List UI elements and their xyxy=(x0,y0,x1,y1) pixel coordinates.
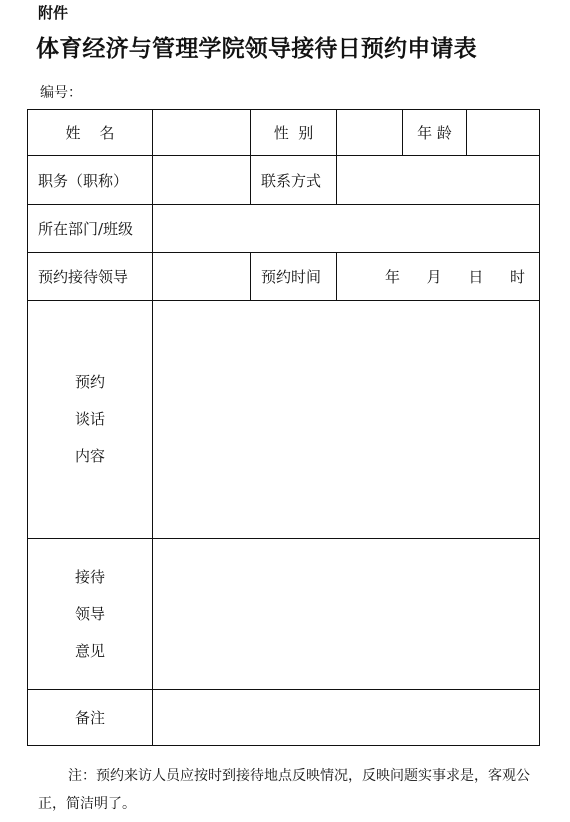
time-field[interactable] xyxy=(337,253,540,301)
remarks-label: 备注 xyxy=(28,690,153,746)
appointment-form-table xyxy=(27,109,540,746)
page-title: 体育经济与管理学院领导接待日预约申请表 xyxy=(36,35,477,62)
opinion-label-line-1: 接待 xyxy=(74,567,105,586)
name-field[interactable] xyxy=(153,110,251,156)
row-content xyxy=(28,301,540,539)
opinion-field[interactable] xyxy=(153,539,540,690)
opinion-label-line-3: 意见 xyxy=(74,641,105,660)
age-label: 年 龄 xyxy=(403,110,467,156)
gender-field[interactable] xyxy=(337,110,403,156)
name-label: 姓 名 xyxy=(28,110,153,156)
row-leader xyxy=(28,253,540,301)
time-label: 预约时间 xyxy=(251,253,337,301)
time-unit-day: 日 xyxy=(468,268,484,286)
opinion-label xyxy=(28,539,153,690)
content-label-line-1: 预约 xyxy=(74,373,105,391)
content-field[interactable] xyxy=(153,301,540,539)
footnote: 注：预约来访人员应按时到接待地点反映情况，反映问题实事求是，客观公正，简洁明了。 xyxy=(38,768,530,812)
row-name xyxy=(28,110,540,156)
department-label: 所在部门/班级 xyxy=(28,205,153,253)
remarks-field[interactable] xyxy=(153,690,540,746)
time-unit-month: 月 xyxy=(426,268,442,286)
time-unit-hour: 时 xyxy=(509,268,525,286)
leader-field[interactable] xyxy=(153,253,251,301)
contact-label: 联系方式 xyxy=(251,156,337,205)
serial-number-label: 编号： xyxy=(40,85,82,101)
content-label-line-3: 内容 xyxy=(74,447,105,465)
row-opinion xyxy=(28,539,540,690)
position-field[interactable] xyxy=(153,156,251,205)
time-unit-year: 年 xyxy=(385,268,401,286)
age-field[interactable] xyxy=(467,110,540,156)
content-label-line-2: 谈话 xyxy=(74,410,105,428)
position-label: 职务（职称） xyxy=(28,156,153,205)
content-label xyxy=(28,301,153,539)
gender-label: 性 别 xyxy=(251,110,337,156)
row-position xyxy=(28,156,540,205)
leader-label: 预约接待领导 xyxy=(28,253,153,301)
department-field[interactable] xyxy=(153,205,540,253)
row-department xyxy=(28,205,540,253)
row-remarks xyxy=(28,690,540,746)
opinion-label-line-2: 领导 xyxy=(74,604,105,623)
contact-field[interactable] xyxy=(337,156,540,205)
attachment-label: 附件 xyxy=(38,4,69,22)
